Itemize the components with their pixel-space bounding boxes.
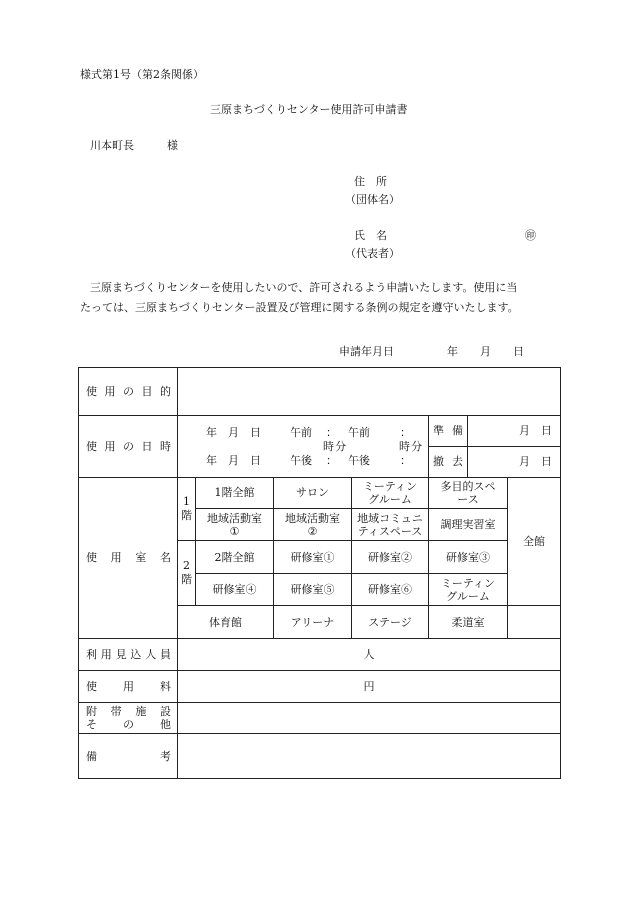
finish-ampm: 午後 xyxy=(290,454,312,468)
room-cooking[interactable]: 調理実習室 xyxy=(429,509,508,541)
finish-colon: ： xyxy=(326,454,337,468)
end-ampm: 午前 xyxy=(348,426,370,440)
floor1-label: 1 階 xyxy=(178,477,196,541)
remarks-row xyxy=(79,734,561,779)
room-multipurpose[interactable]: 多目的スペ ース xyxy=(429,477,508,508)
room-all-building[interactable]: 全館 xyxy=(508,477,561,606)
room-arena[interactable]: アリーナ xyxy=(274,606,352,638)
hour-minute-label-2: 時分 xyxy=(399,440,424,454)
room-f1-all[interactable]: 1階全館 xyxy=(196,477,274,508)
room-community-2[interactable]: 地域活動室 ② xyxy=(274,509,352,541)
room-meeting-f2[interactable]: ミーティン グルーム xyxy=(429,573,508,605)
start-colon: ： xyxy=(326,426,337,440)
fee-label: 使用料 xyxy=(79,671,178,702)
end-colon: ： xyxy=(400,426,411,440)
remarks-label: 備考 xyxy=(79,734,178,779)
room-salon[interactable]: サロン xyxy=(274,477,352,508)
prep-date[interactable]: 月 日 xyxy=(468,415,561,446)
room-judo[interactable]: 柔道室 xyxy=(429,606,508,638)
body-text-line1: 三原まちづくりセンターを使用したいので、許可されるよう申請いたします。使用に当 xyxy=(90,281,518,294)
org-name-label: （団体名） xyxy=(345,193,400,206)
room-label: 使用室名 xyxy=(79,477,178,638)
remarks-field[interactable] xyxy=(178,734,561,779)
seal-mark: ㊞ xyxy=(525,229,536,242)
people-row xyxy=(79,638,561,670)
fee-field[interactable]: 円 xyxy=(178,671,561,702)
finish-ampm-2: 午後 xyxy=(348,454,370,468)
document-title: 三原まちづくりセンター使用許可申請書 xyxy=(210,103,408,116)
room-gym-extra[interactable] xyxy=(508,606,561,638)
prep-label: 準備 xyxy=(429,415,468,446)
room-row-f1-1 xyxy=(79,477,561,508)
people-label: 利用見込人員 xyxy=(79,638,178,670)
room-training-1[interactable]: 研修室① xyxy=(274,541,352,573)
name-label: 氏 名 xyxy=(354,229,387,242)
room-gym[interactable]: 体育館 xyxy=(178,606,274,638)
address-label: 住 所 xyxy=(354,175,387,188)
finish-colon-2: ： xyxy=(400,454,411,468)
room-training-5[interactable]: 研修室⑤ xyxy=(274,573,352,605)
facility-row xyxy=(79,702,561,733)
facility-field[interactable] xyxy=(178,702,561,733)
clear-label: 撤去 xyxy=(429,446,468,477)
room-community-1[interactable]: 地域活動室 ① xyxy=(196,509,274,541)
start-date: 年 月 日 xyxy=(206,426,261,440)
start-ampm: 午前 xyxy=(290,426,312,440)
room-f2-all[interactable]: 2階全館 xyxy=(196,541,274,573)
application-date-fields: 年 月 日 xyxy=(447,345,524,358)
application-table xyxy=(78,367,561,779)
application-date-label: 申請年月日 xyxy=(339,345,394,358)
people-field[interactable]: 人 xyxy=(178,638,561,670)
addressee: 川本町長 様 xyxy=(90,139,178,152)
purpose-label: 使用の目的 xyxy=(79,368,178,416)
hour-minute-label-1: 時分 xyxy=(323,440,348,454)
room-training-2[interactable]: 研修室② xyxy=(352,541,429,573)
room-training-4[interactable]: 研修室④ xyxy=(196,573,274,605)
body-text-line2: たっては、三原まちづくりセンター設置及び管理に関する条例の規定を遵守いたします。 xyxy=(80,301,519,314)
finish-date: 年 月 日 xyxy=(206,454,261,468)
clear-date[interactable]: 月 日 xyxy=(468,446,561,477)
form-number: 様式第1号（第2条関係） xyxy=(80,68,204,81)
room-training-6[interactable]: 研修室⑥ xyxy=(352,573,429,605)
room-stage[interactable]: ステージ xyxy=(352,606,429,638)
room-meeting-f1[interactable]: ミーティン グルーム xyxy=(352,477,429,508)
representative-label: （代表者） xyxy=(345,247,400,260)
fee-row xyxy=(79,671,561,702)
purpose-row xyxy=(79,368,561,416)
room-community-space[interactable]: 地域コミュニ ティスペース xyxy=(352,509,429,541)
room-training-3[interactable]: 研修室③ xyxy=(429,541,508,573)
datetime-row xyxy=(79,415,561,446)
floor2-label: 2 階 xyxy=(178,541,196,606)
purpose-field[interactable] xyxy=(178,368,561,416)
datetime-field[interactable] xyxy=(178,415,429,477)
datetime-label: 使用の日時 xyxy=(79,415,178,477)
facility-label: 附帯施設 その他 xyxy=(79,702,178,733)
